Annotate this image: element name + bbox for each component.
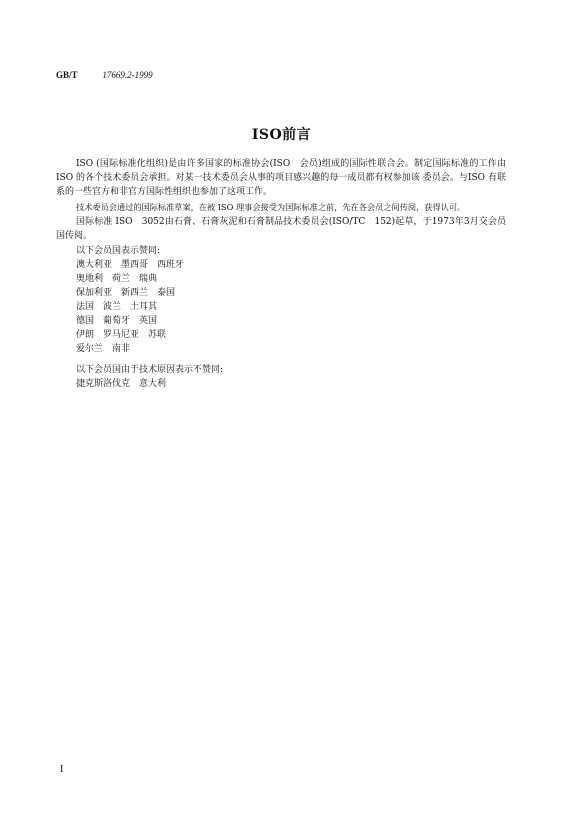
approve-row: 伊朗 罗马尼亚 苏联 xyxy=(76,330,167,340)
approve-list xyxy=(56,258,506,356)
disapprove-list xyxy=(56,377,506,391)
section-gap xyxy=(56,356,506,363)
page-number: I xyxy=(60,764,64,775)
paragraph-standard-origin: 国际标准 ISO 3052由石膏、石膏灰泥和石膏制品技术委员会(ISO/TC 152)起草，于1973年3月交会员国传阅。 xyxy=(56,217,506,241)
standard-code: GB/T xyxy=(56,70,78,80)
approve-row: 德国 葡萄牙 英国 xyxy=(76,316,158,326)
paragraph-approval-process: 技术委员会通过的国际标准草案，在被 ISO 理事会接受为国际标准之前，先在各会员之间传阅，获得认可。 xyxy=(76,202,466,212)
approve-intro: 以下会员国表示赞同: xyxy=(76,246,161,256)
disapprove-row: 捷克斯洛伐克 意大利 xyxy=(76,379,167,389)
approve-row: 法国 波兰 土耳其 xyxy=(76,302,158,312)
approve-row: 爱尔兰 南非 xyxy=(76,344,131,354)
approve-row: 澳大利亚 墨西哥 西班牙 xyxy=(76,260,185,270)
standard-number: 17669.2-1999 xyxy=(102,70,153,80)
document-header xyxy=(56,70,153,81)
paragraph-iso-intro: ISO (国际标准化组织)是由许多国家的标准协会(ISO 会员)组成的国际性联合会。制定国际标准的工作由 ISO 的各个技术委员会承担。对某一技术委员会从事的项目感兴趣的每一成员都有权参加该 委员会。与ISO 有联系的一些官方和非官方国际性组织也参加了这项工作。 xyxy=(56,159,506,197)
page-title: ISO前言 xyxy=(251,127,312,143)
foreword-body xyxy=(56,157,506,391)
approve-row: 奥地利 荷兰 瑞典 xyxy=(76,274,158,284)
approve-row: 保加利亚 新西兰 泰国 xyxy=(76,288,176,298)
disapprove-intro: 以下会员国由于技术原因表示不赞同: xyxy=(76,365,224,375)
